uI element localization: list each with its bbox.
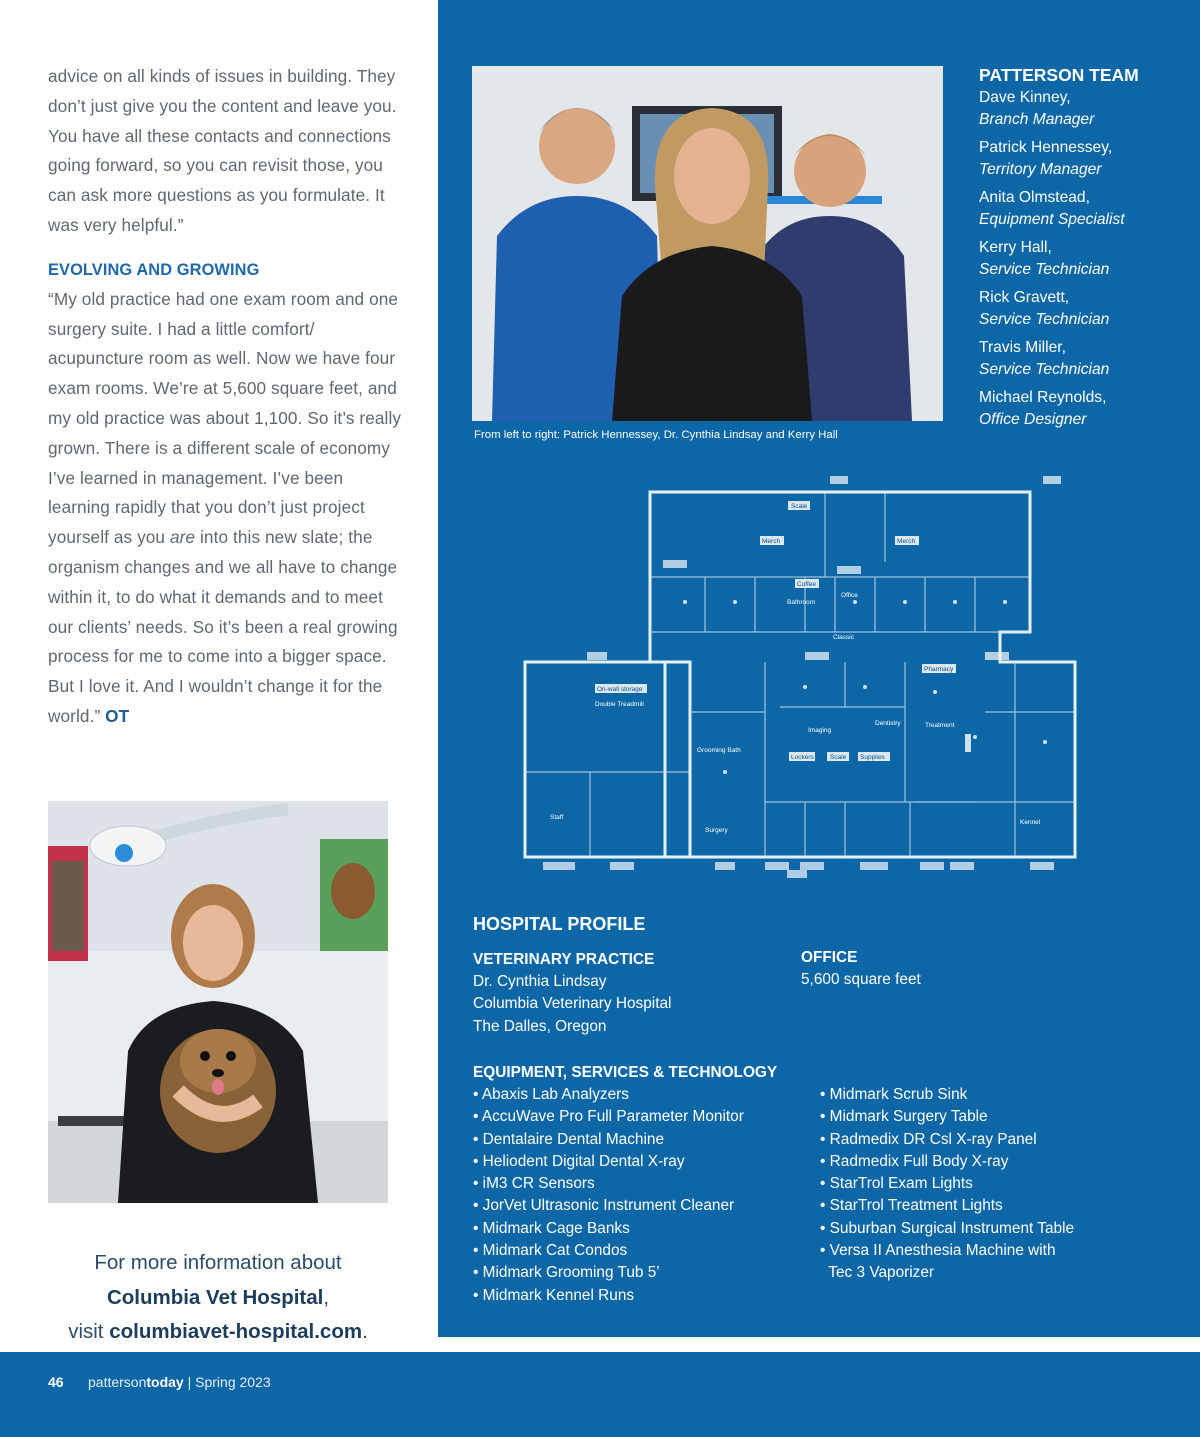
fp-label-coffee: Coffee: [797, 581, 817, 588]
team-title: PATTERSON TEAM: [979, 65, 1139, 85]
member-name: Travis Miller,: [979, 339, 1066, 356]
fp-label-staff: Staff: [550, 814, 564, 821]
equipment-heading-block: [473, 1062, 777, 1084]
fp-label-dentistry: Dentistry: [875, 720, 901, 727]
doctor-with-dog-photo: [48, 801, 388, 1203]
hospital-profile-title: HOSPITAL PROFILE: [473, 914, 646, 934]
veterinary-practice-block: [473, 949, 671, 1038]
patterson-team-list: [979, 64, 1189, 437]
equipment-heading: EQUIPMENT, SERVICES & TECHNOLOGY: [473, 1064, 778, 1081]
member-role: Branch Manager: [979, 111, 1095, 128]
floor-plan-drawing: [505, 472, 1095, 882]
member-name: Michael Reynolds,: [979, 389, 1107, 406]
equipment-item: • Midmark Cage Banks: [473, 1219, 630, 1237]
team-photo-caption: From left to right: Patrick Hennessey, Dr. Cynthia Lindsay and Kerry Hall: [474, 429, 838, 441]
equipment-item: • JorVet Ultrasonic Instrument Cleaner: [473, 1197, 735, 1215]
equipment-item: • Midmark Kennel Runs: [473, 1286, 635, 1304]
end-mark: OT: [105, 705, 130, 726]
hospital-name-line: [48, 1281, 388, 1316]
fp-label-imaging: Imaging: [808, 727, 832, 734]
fp-label-merch: Merch: [762, 538, 781, 545]
fp-label-grooming: Grooming Bath: [697, 747, 741, 754]
fp-label-classic: Classic: [833, 634, 854, 641]
office-size: 5,600 square feet: [801, 971, 921, 988]
equipment-item: • Suburban Surgical Instrument Table: [820, 1219, 1075, 1237]
quote-text-part-2: into this new slate; the organism changes and we all have to change within it, to do what it demands and to meet our clients’ needs. So it’s been a real growing process for me to come into a bigger space. But I love it. And I wouldn’t change it for the world.”: [48, 527, 398, 726]
fp-label-treatment: Treatment: [925, 722, 955, 729]
fp-label-pharmacy: Pharmacy: [924, 666, 954, 673]
equipment-item: • StarTrol Treatment Lights: [820, 1197, 1003, 1215]
issue-date: | Spring 2023: [183, 1374, 271, 1390]
fp-label-scale: Scale: [791, 503, 808, 510]
practice-heading: VETERINARY PRACTICE: [473, 951, 655, 968]
quote-text-part-1: “My old practice had one exam room and one surgery suite. I had a little comfort/ acupuncture room as well. Now we have four exam rooms. We’re at 5,600 square feet, and my old practice was about 1,100. So it’s really grown. There is a different scale of economy I’ve learned in management. I’ve been learning rapidly that you don’t just project yourself as you: [48, 288, 402, 548]
equipment-list-left: [473, 1084, 813, 1307]
member-role: Service Technician: [979, 311, 1110, 328]
quote-emphasis: are: [169, 527, 196, 548]
equipment-item: • Heliodent Digital Dental X-ray: [473, 1152, 685, 1170]
period: .: [362, 1320, 368, 1343]
team-member: [979, 187, 1189, 231]
more-info-line: For more information about: [94, 1251, 342, 1274]
practice-line: The Dalles, Oregon: [473, 1017, 607, 1035]
fp-label-office: Office: [841, 592, 858, 599]
team-member: [979, 337, 1189, 381]
member-role: Equipment Specialist: [979, 211, 1125, 228]
publication-name-bold: today: [146, 1374, 184, 1390]
article-paragraph: advice on all kinds of issues in building. They don’t just give you the content and leave you. You have all these contacts and connections going forward, so you can revisit those, you can ask more questions as you formulate. It was very helpful.”: [48, 66, 397, 235]
visit-label: visit: [68, 1320, 110, 1343]
equipment-item: • Midmark Cat Condos: [473, 1242, 628, 1260]
equipment-item: • Radmedix Full Body X-ray: [820, 1152, 1009, 1170]
page-footer: [0, 1352, 1200, 1437]
equipment-item: • Radmedix DR Csl X-ray Panel: [820, 1130, 1037, 1148]
fp-label-bathroom: Bathroom: [787, 599, 816, 606]
member-name: Rick Gravett,: [979, 289, 1070, 306]
team-member: [979, 387, 1189, 431]
team-illustration: [472, 66, 943, 421]
practice-line: Dr. Cynthia Lindsay: [473, 973, 607, 990]
doctor-with-dog-illustration: [48, 801, 388, 1203]
hospital-url[interactable]: columbiavet-hospital.com: [109, 1320, 363, 1343]
team-member: [979, 287, 1189, 331]
practice-line: Columbia Veterinary Hospital: [473, 995, 672, 1013]
hospital-name: Columbia Vet Hospital: [106, 1285, 324, 1309]
equipment-item: • Midmark Surgery Table: [820, 1108, 988, 1126]
more-info-callout: [48, 1246, 388, 1350]
equipment-item: • StarTrol Exam Lights: [820, 1175, 973, 1193]
equipment-item: • Midmark Grooming Tub 5’: [473, 1264, 660, 1282]
fp-label-surgery: Surgery: [705, 827, 728, 834]
hospital-floor-plan: [505, 472, 1095, 882]
member-name: Patrick Hennessey,: [979, 139, 1113, 156]
equipment-item: • Abaxis Lab Analyzers: [473, 1086, 629, 1103]
equipment-item: Tec 3 Vaporizer: [820, 1264, 935, 1282]
fp-label-merch: Merch: [897, 538, 916, 545]
visit-line: [48, 1315, 388, 1350]
member-role: Office Designer: [979, 411, 1087, 428]
team-member: [979, 87, 1189, 131]
member-name: Kerry Hall,: [979, 239, 1052, 256]
member-name: Dave Kinney,: [979, 89, 1071, 106]
member-role: Service Technician: [979, 261, 1110, 278]
article-subhead: EVOLVING AND GROWING: [48, 260, 260, 279]
fp-label-lockers: Lockers: [791, 754, 814, 761]
member-role: Territory Manager: [979, 161, 1102, 178]
member-name: Anita Olmstead,: [979, 189, 1090, 206]
equipment-item: • iM3 CR Sensors: [473, 1175, 595, 1193]
equipment-list-right: [820, 1084, 1180, 1285]
fp-label-scale: Scale: [830, 754, 847, 761]
publication-name-plain: patterson: [88, 1374, 147, 1390]
fp-label-supplies: Supplies: [860, 754, 885, 761]
member-role: Service Technician: [979, 361, 1110, 378]
article-quote: [48, 285, 408, 732]
fp-label-double-treadmill: Double Treadmill: [595, 701, 644, 708]
fp-label-kennel: Kennel: [1020, 819, 1041, 826]
equipment-item: • Dentalaire Dental Machine: [473, 1130, 665, 1148]
article-column: [48, 62, 408, 732]
publication-name: [88, 1374, 271, 1390]
page-number: 46: [48, 1374, 64, 1390]
equipment-item: • AccuWave Pro Full Parameter Monitor: [473, 1108, 744, 1126]
equipment-item: • Versa II Anesthesia Machine with: [820, 1242, 1056, 1260]
equipment-item: • Midmark Scrub Sink: [820, 1086, 968, 1103]
team-photo: [472, 66, 943, 421]
team-member: [979, 137, 1189, 181]
comma: ,: [323, 1285, 330, 1309]
team-member: [979, 237, 1189, 281]
office-heading: OFFICE: [801, 949, 858, 966]
office-block: [801, 947, 921, 991]
hospital-profile-heading-block: [473, 912, 645, 936]
fp-label-onwall-storage: On-wall storage: [597, 686, 643, 693]
